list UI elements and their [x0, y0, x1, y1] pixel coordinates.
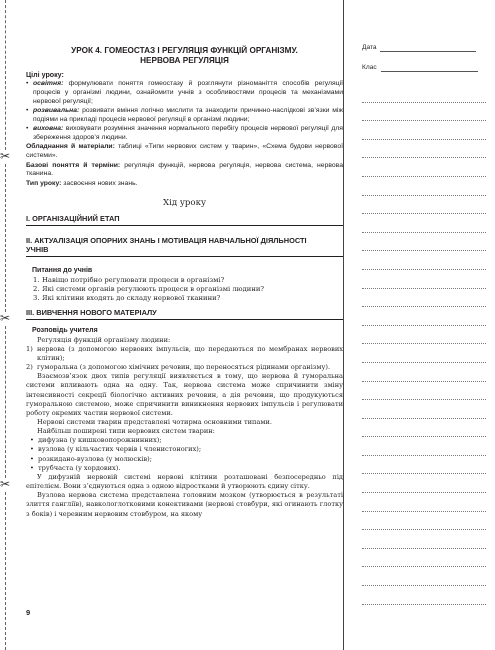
- regulation-item: 1) нервова (з допомогою нервових імпульсів, що передаються по мембранах нервових клітин);: [26, 344, 343, 362]
- cut-line-bottom: [5, 492, 6, 650]
- date-label: Дата: [362, 44, 377, 51]
- lesson-type: Тип уроку: засвоєння нових знань.: [26, 180, 138, 188]
- paragraph-nodal: Вузлова нервова система представлена головним мозком (утворюється в результаті злиття гангліїв), навкологлотковими конективами (нервові стовбури, які огинають глотку з боків) і черевним нервовим стовбуром, на якому: [26, 491, 343, 518]
- lesson-title-line2: НЕРВОВА РЕГУЛЯЦІЯ: [140, 56, 229, 66]
- page-number: 9: [26, 608, 31, 617]
- class-label: Клас: [362, 64, 377, 71]
- lesson-title-line1: УРОК 4. ГОМЕОСТАЗ І РЕГУЛЯЦІЯ ФУНКЦІЙ ОРГАНІЗМУ.: [71, 46, 298, 55]
- paragraph-common-types: Найбільш поширені типи нервових систем тварин:: [37, 427, 215, 436]
- section-organizational: І. ОРГАНІЗАЦІЙНИЙ ЕТАП: [26, 214, 343, 226]
- question-item: 2. Які системи органів регулюють процеси в організмі людини?: [33, 284, 265, 293]
- question-item: 3. Які клітини входять до складу нервової тканини?: [33, 293, 221, 302]
- scissors-icon: ✂: [0, 149, 11, 163]
- questions-heading: Питання до учнів: [32, 266, 93, 274]
- cut-line-mid: [5, 164, 6, 312]
- date-field[interactable]: [362, 44, 476, 52]
- paragraph-diffuse: У дифузній нервовій системі нервові клітини розташовані безпосередньо під епітелієм. Вони з’єднуються одна з одною відростками й утворюють єдину сітку.: [26, 472, 343, 491]
- section-actualization: ІІ. АКТУАЛІЗАЦІЯ ОПОРНИХ ЗНАНЬ І МОТИВАЦІЯ НАВЧАЛЬНОЇ ДІЯЛЬНОСТІ УЧНІВ: [26, 236, 343, 257]
- scissors-icon: ✂: [0, 311, 11, 325]
- regulation-item: 2) гуморальна (з допомогою хімічних речовин, що переносяться рідинами організму).: [26, 363, 331, 372]
- basic-terms: Базові поняття й терміни: регуляція функцій, нервова регуляція, нервова система, нервова тканина.: [26, 161, 343, 178]
- cut-line-lower: [5, 326, 6, 478]
- nervous-system-type: • трубчаста (у хордових).: [30, 463, 121, 472]
- goal-upbringing: • виховна: виховувати розуміння значення нормального перебігу процесів нервової регуляції для збереження здоров’я людини.: [26, 125, 343, 143]
- teacher-story-heading: Розповідь учителя: [32, 326, 98, 334]
- equipment: Обладнання й матеріали: таблиці «Типи нервових систем у тварин», «Схема будови нервової системи».: [26, 142, 343, 159]
- goal-educational: • освітня: формулювати поняття гомеостазу й розглянути різноманіття способів регуляції процесів у організмі людини, ознайомити учнів з особливостями процесів та механізмами нервової регуляції;: [26, 80, 343, 107]
- nervous-system-type: • розкидано-вузлова (у молюсків);: [30, 454, 152, 463]
- nervous-system-type: • вузлова (у кільчастих червів і членистоногих);: [30, 445, 202, 454]
- note-lines[interactable]: [362, 84, 486, 605]
- paragraph-four-types: Нервові системи тварин представлені чотирма основними типами.: [37, 418, 272, 426]
- lesson-title: [26, 46, 343, 66]
- lesson-content: [26, 46, 343, 519]
- goals-heading: Цілі уроку:: [26, 71, 64, 80]
- course-heading: Хід уроку: [162, 198, 207, 209]
- goal-developmental: • розвивальна: розвивати вміння логічно мислити та знаходити причинно-наслідкові зв’язки між подіями на прикладі процесів нервової регуляції в організмі людини;: [26, 107, 343, 125]
- nervous-system-type: • дифузна (у кишковопорожнинних);: [30, 436, 162, 445]
- regulation-intro: Регуляція функцій організму людини:: [37, 335, 171, 344]
- class-field[interactable]: [362, 64, 478, 72]
- question-item: 1. Навіщо потрібно регулювати процеси в організмі?: [33, 275, 225, 284]
- section-new-material: ІІІ. ВИВЧЕННЯ НОВОГО МАТЕРІАЛУ: [26, 308, 343, 320]
- cut-line-top: [5, 0, 6, 150]
- scissors-icon: ✂: [0, 477, 11, 491]
- paragraph-interrelation: Взаємозв’язок двох типів регуляції виявляється в тому, що нервова й гуморальна системи впливають одна на одну. Так, нервова система може спричинити зміну інтенсивності секреції біологічно активних речовин, а дія речовин, що продукуються гуморальною системою, може спричинити виникнення нервових імпульсів і регулювати роботу окремих частин нервової системи.: [26, 372, 343, 417]
